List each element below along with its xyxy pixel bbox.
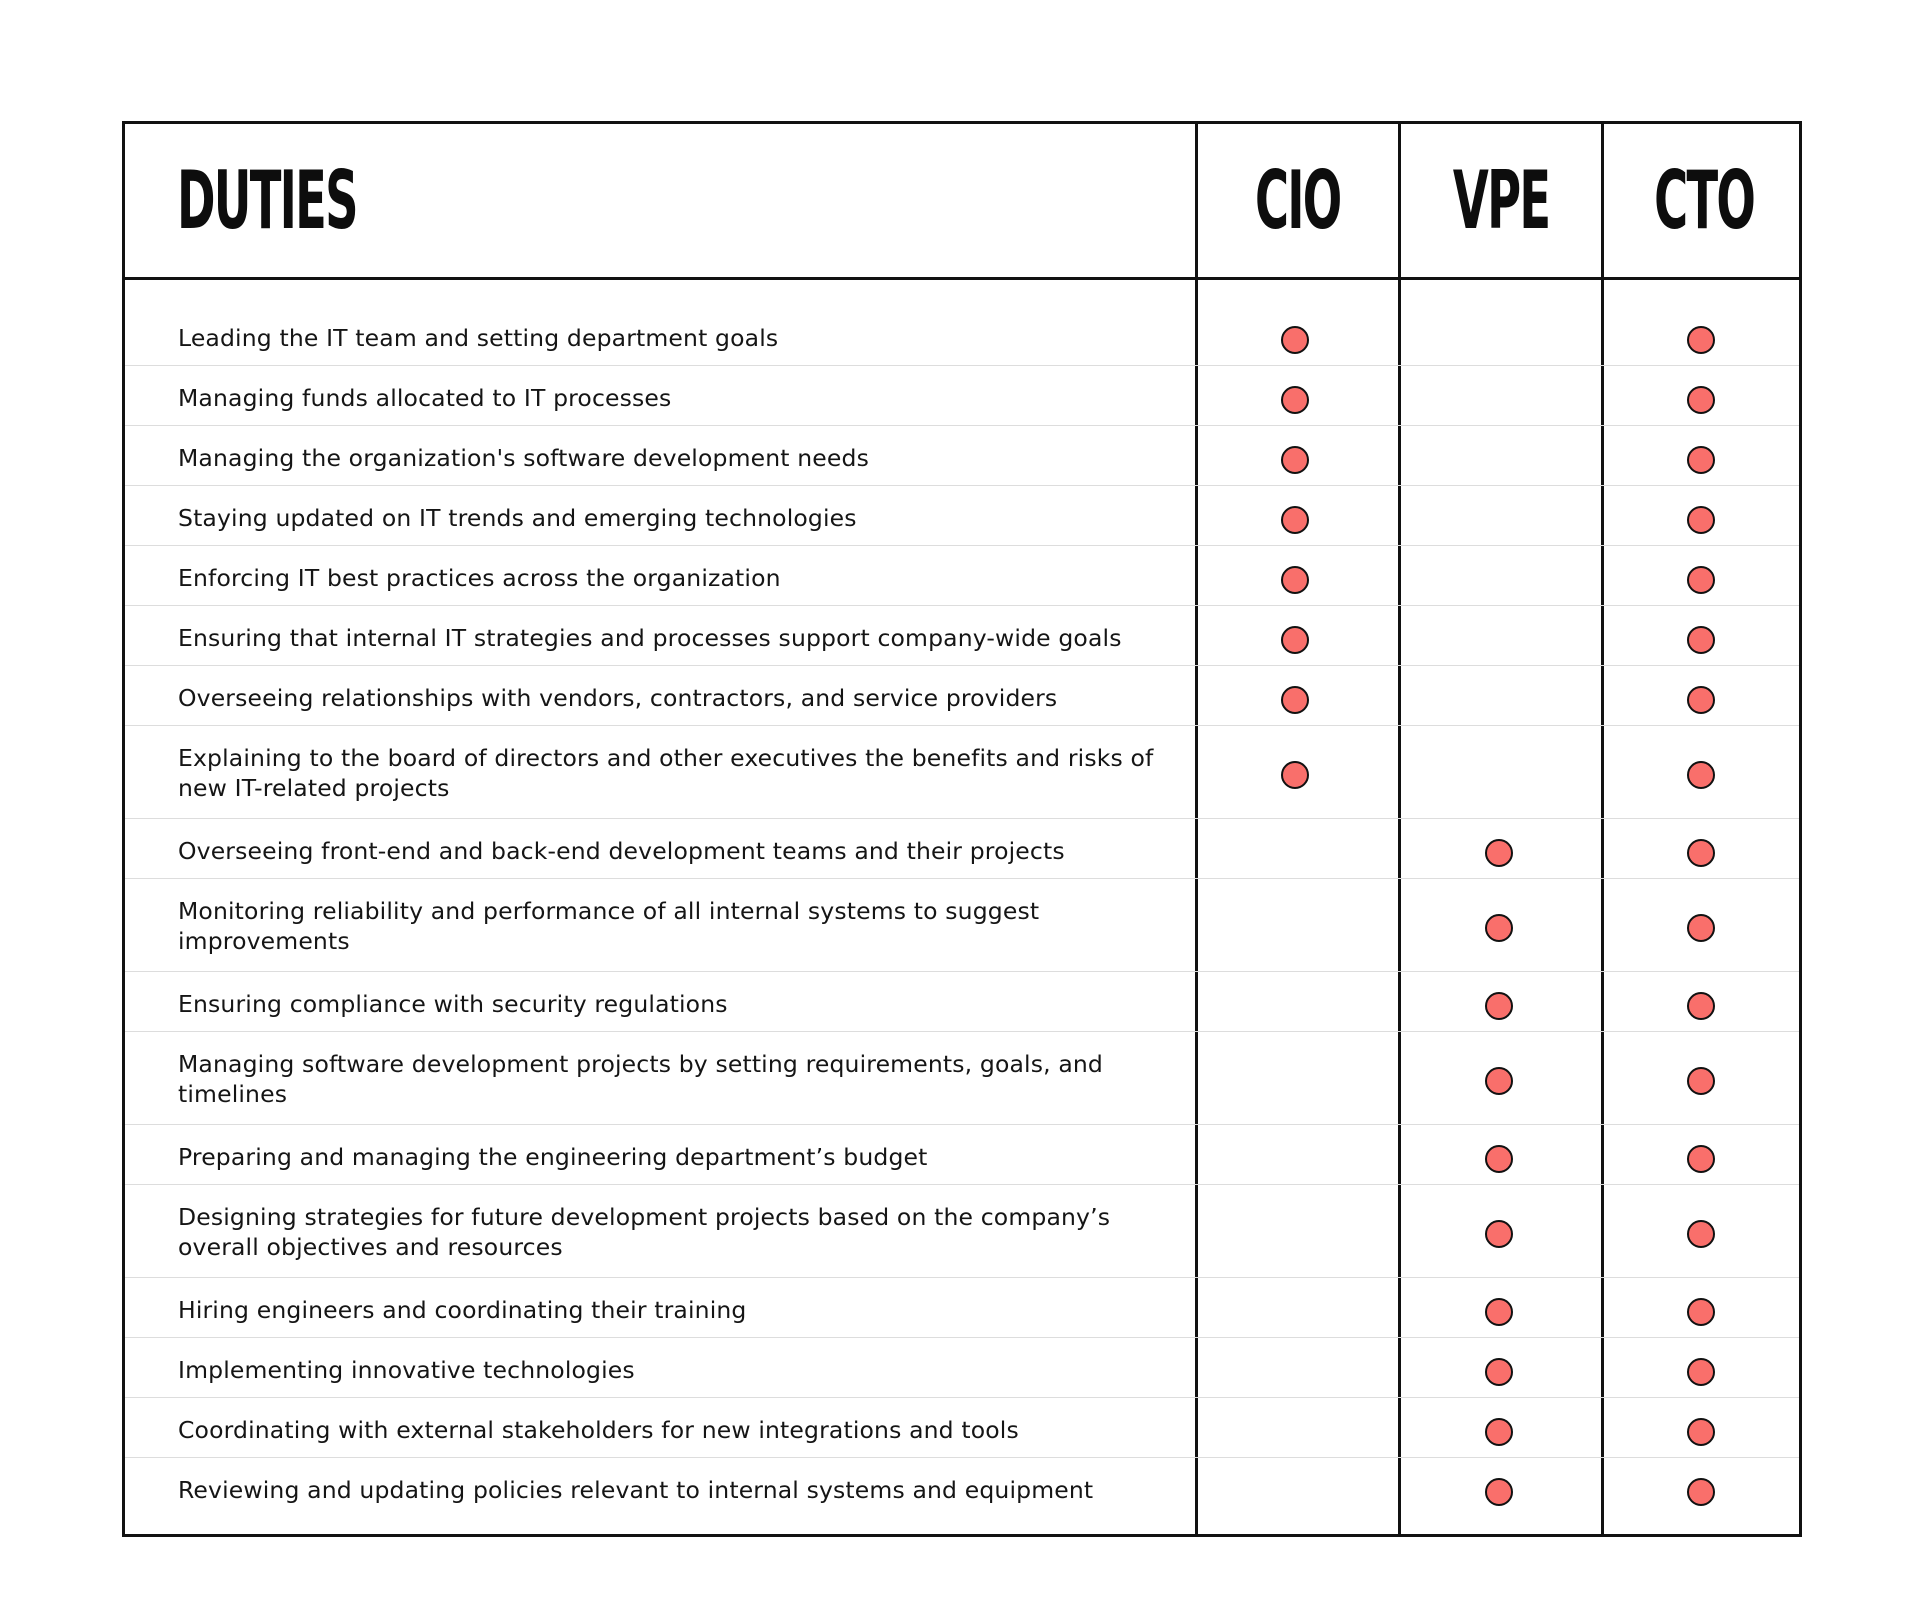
table-row — [125, 726, 1799, 819]
cto-check-mark — [1687, 626, 1715, 654]
table-row — [125, 486, 1799, 546]
duty-text: Hiring engineers and coordinating their training — [178, 1296, 747, 1324]
header-cto: CTO — [1654, 153, 1754, 247]
cto-check-mark — [1687, 566, 1715, 594]
duty-text: Ensuring compliance with security regulations — [178, 990, 728, 1018]
duties-comparison-table — [122, 121, 1802, 1537]
vpe-check-mark — [1485, 1145, 1513, 1173]
table-row — [125, 666, 1799, 726]
duty-text: Ensuring that internal IT strategies and processes support company-wide goals — [178, 624, 1122, 652]
duty-text: Managing software development projects by setting requirements, goals, and timelines — [178, 1050, 1103, 1108]
table-row — [125, 426, 1799, 486]
header-duties: DUTIES — [177, 153, 357, 247]
table-row — [125, 280, 1799, 366]
table-row — [125, 972, 1799, 1032]
table-row — [125, 1398, 1799, 1458]
cio-check-mark — [1281, 386, 1309, 414]
cto-check-mark — [1687, 1418, 1715, 1446]
duty-text: Enforcing IT best practices across the organization — [178, 564, 781, 592]
cto-check-mark — [1687, 1358, 1715, 1386]
table-header-row — [125, 124, 1799, 280]
cio-check-mark — [1281, 326, 1309, 354]
table-row — [125, 1185, 1799, 1278]
header-vpe: VPE — [1452, 153, 1550, 247]
table-row — [125, 366, 1799, 426]
duty-text: Overseeing relationships with vendors, contractors, and service providers — [178, 684, 1058, 712]
header-cio: CIO — [1255, 153, 1341, 247]
cio-check-mark — [1281, 566, 1309, 594]
table-row — [125, 1458, 1799, 1518]
duty-text: Leading the IT team and setting department goals — [178, 324, 779, 352]
cto-check-mark — [1687, 992, 1715, 1020]
duty-text: Managing the organization's software development needs — [178, 444, 869, 472]
cto-check-mark — [1687, 446, 1715, 474]
vpe-check-mark — [1485, 1298, 1513, 1326]
duty-text: Monitoring reliability and performance of all internal systems to suggest improvements — [178, 897, 1040, 955]
cto-check-mark — [1687, 1145, 1715, 1173]
table-row — [125, 546, 1799, 606]
cio-check-mark — [1281, 761, 1309, 789]
cto-check-mark — [1687, 761, 1715, 789]
duty-text: Implementing innovative technologies — [178, 1356, 635, 1384]
cio-check-mark — [1281, 686, 1309, 714]
duty-text: Overseeing front-end and back-end development teams and their projects — [178, 837, 1065, 865]
cto-check-mark — [1687, 839, 1715, 867]
table-row — [125, 1032, 1799, 1125]
table-row — [125, 1338, 1799, 1398]
vpe-check-mark — [1485, 1418, 1513, 1446]
cto-check-mark — [1687, 1298, 1715, 1326]
cio-check-mark — [1281, 626, 1309, 654]
duty-text: Preparing and managing the engineering department’s budget — [178, 1143, 928, 1171]
cto-check-mark — [1687, 686, 1715, 714]
table-row — [125, 606, 1799, 666]
duty-text: Staying updated on IT trends and emerging technologies — [178, 504, 857, 532]
cto-check-mark — [1687, 1478, 1715, 1506]
cto-check-mark — [1687, 1220, 1715, 1248]
vpe-check-mark — [1485, 1220, 1513, 1248]
duty-text: Coordinating with external stakeholders for new integrations and tools — [178, 1416, 1019, 1444]
cto-check-mark — [1687, 1067, 1715, 1095]
cto-check-mark — [1687, 914, 1715, 942]
table-row — [125, 1278, 1799, 1338]
cto-check-mark — [1687, 506, 1715, 534]
vpe-check-mark — [1485, 1478, 1513, 1506]
vpe-check-mark — [1485, 1067, 1513, 1095]
table-row — [125, 879, 1799, 972]
vpe-check-mark — [1485, 839, 1513, 867]
vpe-check-mark — [1485, 1358, 1513, 1386]
cto-check-mark — [1687, 386, 1715, 414]
vpe-check-mark — [1485, 992, 1513, 1020]
table-row — [125, 1125, 1799, 1185]
table-row — [125, 819, 1799, 879]
vpe-check-mark — [1485, 914, 1513, 942]
cio-check-mark — [1281, 446, 1309, 474]
duty-text: Designing strategies for future development projects based on the company’s overall objectives and resources — [178, 1203, 1111, 1261]
cio-check-mark — [1281, 506, 1309, 534]
duty-text: Managing funds allocated to IT processes — [178, 384, 672, 412]
duty-text: Reviewing and updating policies relevant to internal systems and equipment — [178, 1476, 1094, 1504]
cto-check-mark — [1687, 326, 1715, 354]
duty-text: Explaining to the board of directors and other executives the benefits and risks of new IT-related projects — [178, 744, 1154, 802]
